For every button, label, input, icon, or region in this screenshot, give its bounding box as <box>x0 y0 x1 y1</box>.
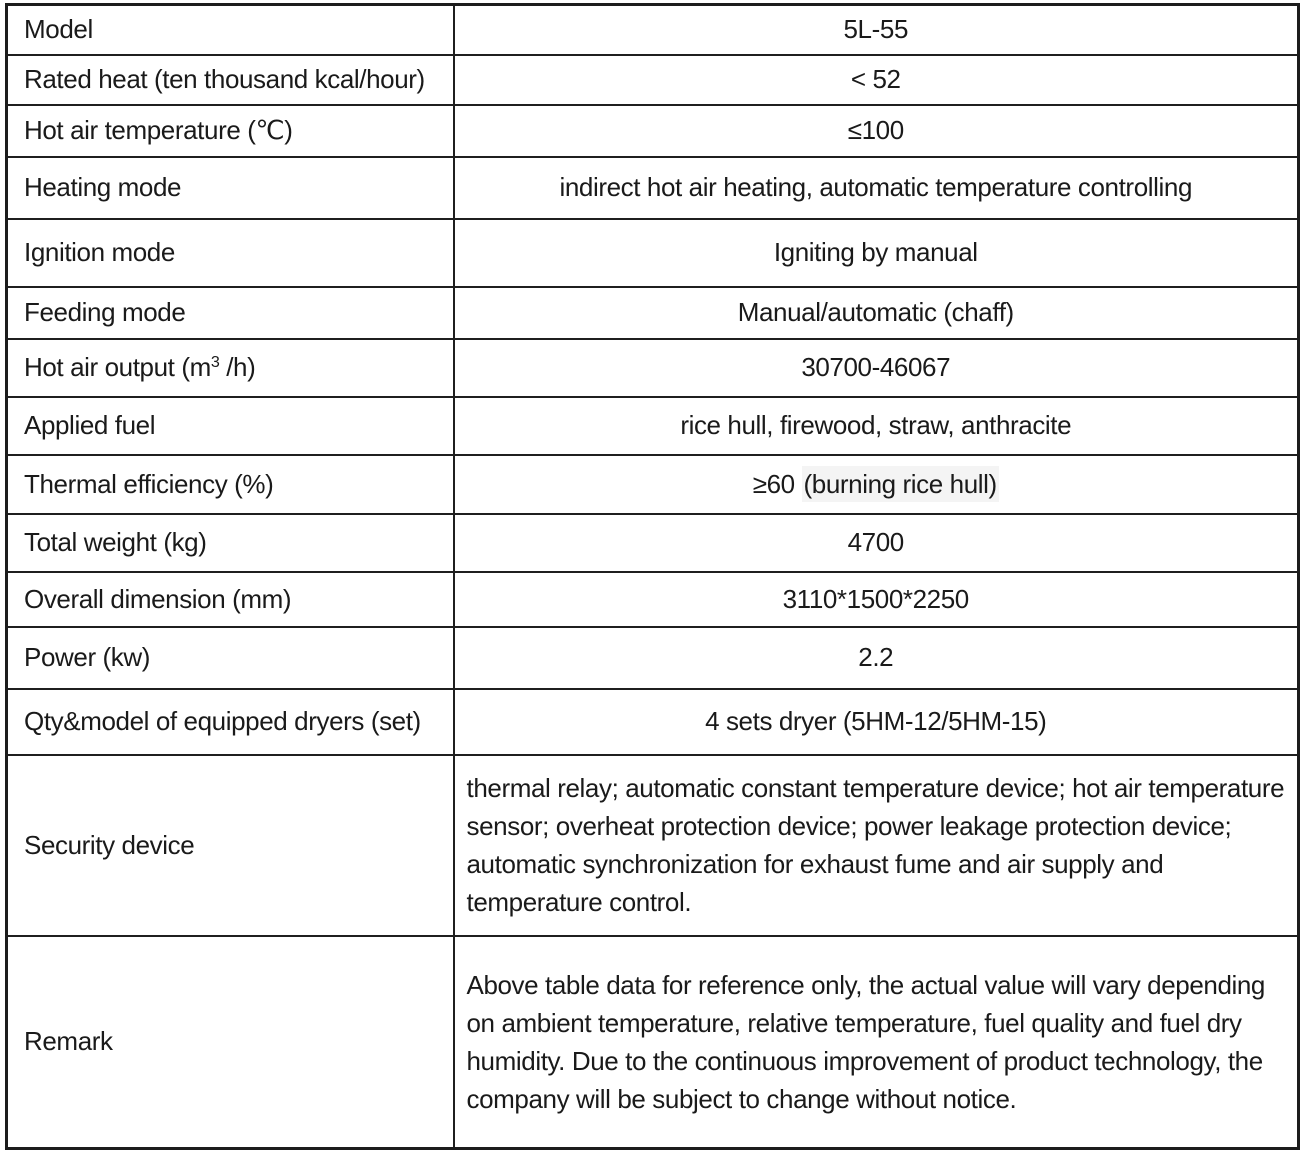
specification-table <box>5 3 1300 1150</box>
spec-value-hot-air-temperature: ≤100 <box>454 105 1299 157</box>
spec-row-heating-mode <box>7 157 1299 219</box>
spec-value-thermal-efficiency <box>454 455 1299 514</box>
spec-label-hot-air-output-post: /h) <box>219 352 256 382</box>
spec-value-thermal-efficiency-pre: ≥60 <box>752 468 802 499</box>
spec-value-equipped-dryers: 4 sets dryer (5HM-12/5HM-15) <box>454 689 1299 755</box>
spec-label-remark: Remark <box>7 936 454 1149</box>
spec-value-power: 2.2 <box>454 627 1299 689</box>
spec-label-hot-air-temperature: Hot air temperature (℃) <box>7 105 454 157</box>
spec-value-overall-dimension: 3110*1500*2250 <box>454 572 1299 627</box>
spec-row-feeding-mode <box>7 287 1299 339</box>
spec-row-hot-air-temperature <box>7 105 1299 157</box>
spec-row-model <box>7 5 1299 55</box>
spec-label-heating-mode: Heating mode <box>7 157 454 219</box>
spec-value-feeding-mode: Manual/automatic (chaff) <box>454 287 1299 339</box>
spec-row-total-weight <box>7 514 1299 572</box>
spec-value-applied-fuel: rice hull, firewood, straw, anthracite <box>454 397 1299 455</box>
spec-value-ignition-mode: Igniting by manual <box>454 219 1299 287</box>
spec-label-security-device: Security device <box>7 755 454 936</box>
spec-label-power: Power (kw) <box>7 627 454 689</box>
spec-row-thermal-efficiency <box>7 455 1299 514</box>
spec-row-applied-fuel <box>7 397 1299 455</box>
spec-value-security-device: thermal relay; automatic constant temperature device; hot air temperature sensor; overheat protection device; power leakage protection device; automatic synchronization for exhaust fume and air supply and temperature control. <box>454 755 1299 936</box>
spec-label-total-weight: Total weight (kg) <box>7 514 454 572</box>
spec-value-thermal-efficiency-note: (burning rice hull) <box>802 466 999 502</box>
superscript-3: 3 <box>210 353 220 372</box>
spec-row-equipped-dryers <box>7 689 1299 755</box>
spec-row-hot-air-output <box>7 339 1299 397</box>
spec-value-heating-mode: indirect hot air heating, automatic temperature controlling <box>454 157 1299 219</box>
spec-label-hot-air-output-pre: Hot air output (m <box>24 352 211 382</box>
spec-label-overall-dimension: Overall dimension (mm) <box>7 572 454 627</box>
spec-row-security-device <box>7 755 1299 936</box>
spec-label-thermal-efficiency: Thermal efficiency (%) <box>7 455 454 514</box>
spec-row-ignition-mode <box>7 219 1299 287</box>
spec-value-model: 5L-55 <box>454 5 1299 55</box>
spec-value-total-weight: 4700 <box>454 514 1299 572</box>
spec-value-remark: Above table data for reference only, the actual value will vary depending on ambient temperature, relative temperature, fuel quality and fuel dry humidity. Due to the continuous improvement of product technology, the company will be subject to change without notice. <box>454 936 1299 1149</box>
spec-row-overall-dimension <box>7 572 1299 627</box>
spec-label-hot-air-output <box>7 339 454 397</box>
spec-row-remark <box>7 936 1299 1149</box>
spec-label-equipped-dryers: Qty&model of equipped dryers (set) <box>7 689 454 755</box>
spec-label-applied-fuel: Applied fuel <box>7 397 454 455</box>
spec-label-model: Model <box>7 5 454 55</box>
spec-row-rated-heat <box>7 55 1299 105</box>
spec-value-hot-air-output: 30700-46067 <box>454 339 1299 397</box>
spec-label-rated-heat: Rated heat (ten thousand kcal/hour) <box>7 55 454 105</box>
spec-value-rated-heat: < 52 <box>454 55 1299 105</box>
spec-row-power <box>7 627 1299 689</box>
spec-label-feeding-mode: Feeding mode <box>7 287 454 339</box>
spec-label-ignition-mode: Ignition mode <box>7 219 454 287</box>
